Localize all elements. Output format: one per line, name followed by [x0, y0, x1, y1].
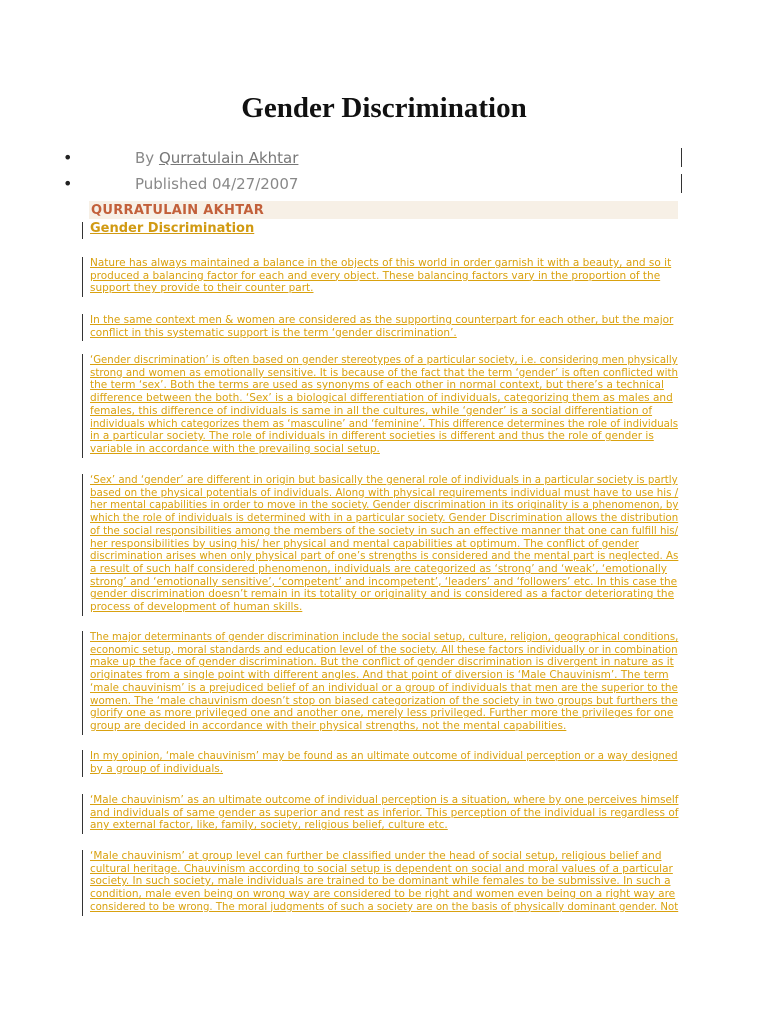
paragraph-line[interactable]: support they provide to their counter part.	[90, 282, 314, 295]
paragraph	[80, 850, 680, 916]
paragraph-line[interactable]: condition, male even being on wrong way are considered to be right and women even being on a right way are	[90, 888, 676, 901]
paragraph-line[interactable]: ‘Male chauvinism’ as an ultimate outcome of individual perception is a situation, where by one perceives himself	[90, 794, 679, 806]
divider	[82, 631, 83, 735]
bullet-icon: •	[63, 174, 73, 193]
paragraph-line[interactable]: conflict in this systematic support is the term ‘gender discrimination’.	[90, 326, 457, 339]
divider	[82, 474, 83, 616]
published-date: Published 04/27/2007	[135, 175, 299, 193]
paragraph-line[interactable]: her mental capabilities in order to move in the society. Gender discrimination in its originality is a phenomenon, by	[90, 499, 679, 512]
paragraph-line[interactable]: her responsibilities by using his/ her physical and mental capabilities at optimum. The conflict of gender	[90, 537, 639, 550]
paragraph	[80, 257, 680, 297]
paragraph-line[interactable]: difference between the both. ‘Sex’ is a biological differentiation of individuals, categorizing them as males and	[90, 392, 673, 405]
divider	[681, 174, 682, 193]
paragraph-line[interactable]: discrimination arises when only physical part of one’s strengths is considered and the mental part is neglected. As	[90, 550, 679, 563]
paragraph-line[interactable]: which the role of individuals is determined with in a particular society. Gender Discrimination allows the distribution	[90, 512, 679, 525]
paragraph-line[interactable]: make up the face of gender discrimination. But the conflict of gender discrimination is divergent in nature as it	[90, 656, 674, 669]
paragraph-line[interactable]: cultural heritage. Chauvinism according to social setup is dependent on social and moral values of a particular	[90, 862, 673, 875]
author-heading: QURRATULAIN AKHTAR	[89, 201, 678, 219]
paragraph-line[interactable]: variable in accordance with the prevailing social setup.	[90, 442, 380, 455]
paragraph	[80, 314, 680, 341]
bullet-icon: •	[63, 148, 73, 167]
paragraph-line[interactable]: group are decided in accordance with their physical strengths, not the mental capabilities.	[90, 719, 567, 732]
paragraph-line[interactable]: ‘Gender discrimination’ is often based on gender stereotypes of a particular society, i.e. considering men physically	[90, 354, 678, 366]
paragraph-line[interactable]: strong’ and ‘emotionally sensitive’, ‘competent’ and incompetent’, ‘leaders’ and ‘followers’ etc. In this case the	[90, 575, 678, 588]
paragraph-line[interactable]: individuals which categorizes them as ‘masculine’ and ‘feminine’. This difference determines the role of individuals	[90, 417, 679, 430]
section-heading-link[interactable]: Gender Discrimination	[90, 221, 255, 236]
divider	[82, 314, 83, 341]
divider	[82, 354, 83, 458]
paragraph	[80, 794, 680, 834]
paragraph-line[interactable]: ‘Male chauvinism’ at group level can further be classified under the head of social setup, religious belief and	[90, 850, 662, 862]
paragraph-line[interactable]: glorify one as more privileged one and another one, merely less privileged. Further more the privileges for one	[90, 707, 674, 720]
divider	[82, 750, 83, 777]
byline-row	[0, 148, 700, 170]
divider	[82, 222, 83, 239]
paragraph-line[interactable]: considered to be wrong. The moral judgments of such a society are on the basis of physically dominant gender. Not	[90, 900, 679, 913]
divider	[681, 148, 682, 167]
page-title: Gender Discrimination	[241, 92, 527, 124]
paragraph-line[interactable]: process of development of human skills.	[90, 601, 303, 613]
paragraph-line[interactable]: a result of such half considered phenomenon, individuals are categorized as ‘strong’ and ‘weak’, ‘emotionally	[90, 562, 667, 575]
paragraph	[80, 631, 680, 735]
divider	[82, 850, 83, 916]
paragraph-line[interactable]: gender discrimination doesn’t remain in its totality or originality and is considered as a factor deteriorating the	[90, 588, 675, 601]
paragraph-line[interactable]: any external factor, like, family, society, religious belief, culture etc.	[90, 819, 448, 832]
paragraph	[80, 750, 680, 777]
paragraph-line[interactable]: The major determinants of gender discrimination include the social setup, culture, religion, geographical conditions,	[90, 631, 679, 643]
paragraph-line[interactable]: ‘Sex’ and ‘gender’ are different in origin but basically the general role of individuals in a particular society is partly	[90, 474, 678, 486]
paragraph-line[interactable]: In the same context men & women are considered as the supporting counterpart for each other, but the major	[90, 314, 674, 326]
divider	[82, 794, 83, 834]
paragraph-line[interactable]: based on the physical potentials of individuals. Along with physical requirements individual must have to use his /	[90, 486, 679, 499]
paragraph	[80, 474, 680, 616]
paragraph-line[interactable]: originates from a single point with different angles. And that point of diversion is ‘Male Chauvinism’. The term	[90, 669, 669, 682]
paragraph-line[interactable]: in a particular society. The role of individuals in different societies is different and thus the role of gender is	[90, 430, 654, 443]
divider	[82, 257, 83, 297]
paragraph-line[interactable]: In my opinion, ‘male chauvinism’ may be found as an ultimate outcome of individual perception or a way designed	[90, 750, 678, 762]
paragraph-line[interactable]: strong and women as emotionally sensitive. It is because of the fact that the term ‘gender’ is often conflicted with	[90, 366, 679, 379]
byline	[135, 149, 298, 167]
paragraph-line[interactable]: society. In such society, male individuals are trained to be dominant while females to be submissive. In such a	[90, 875, 671, 888]
paragraph	[80, 354, 680, 458]
section-heading-row	[80, 221, 280, 239]
author-link[interactable]: Qurratulain Akhtar	[158, 149, 299, 167]
published-row	[0, 174, 700, 196]
paragraph-line[interactable]: females, this difference of individuals is same in all the cultures, while ‘gender’ is a social differentiation of	[90, 404, 653, 417]
paragraph-line[interactable]: the term ‘sex’. Both the terms are used as synonyms of each other in normal context, but there’s a technical	[90, 379, 664, 392]
by-label: By	[135, 149, 155, 167]
paragraph-line[interactable]: economic setup, moral standards and education level of the society. All these factors individually or in combination	[90, 643, 678, 656]
paragraph-line[interactable]: of the social responsibilities among the members of the society in such an effective manner that one can fulfill his/	[90, 524, 679, 537]
paragraph-line[interactable]: ‘male chauvinism’ is a prejudiced belief of an individual or a group of individuals that men are the superior to the	[90, 681, 678, 694]
paragraph-line[interactable]: Nature has always maintained a balance in the objects of this world in order garnish it with a beauty, and so it	[90, 257, 672, 269]
paragraph-line[interactable]: by a group of individuals.	[90, 762, 224, 775]
paragraph-line[interactable]: and individuals of same gender as superior and rest as inferior. This perception of the individual is regardless of	[90, 806, 679, 819]
paragraph-line[interactable]: produced a balancing factor for each and every object. These balancing factors vary in the proportion of the	[90, 269, 661, 282]
paragraph-line[interactable]: women. The ‘male chauvinism doesn’t stop on biased categorization of the society in two groups but furthers the	[90, 694, 678, 707]
